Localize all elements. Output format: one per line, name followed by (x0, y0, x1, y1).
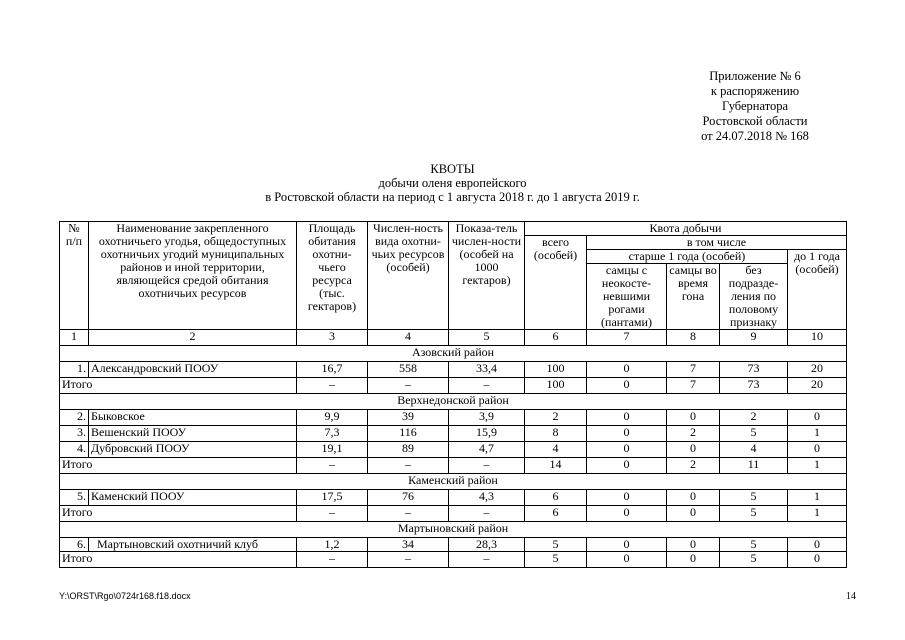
cell-males-antlers: 0 (587, 378, 667, 394)
cell-population: 558 (368, 362, 449, 378)
header-population: Числен-ность вида охотни-чьих ресурсов (особей) (368, 222, 449, 330)
col-number: 1 (60, 330, 89, 346)
cell-indicator: 3,9 (449, 410, 525, 426)
col-number: 2 (89, 330, 297, 346)
cell-males-rut: 0 (667, 410, 720, 426)
cell-males-rut: 2 (667, 426, 720, 442)
district-name: Верхнедонской район (60, 394, 847, 410)
total-label: Итого (60, 378, 297, 394)
cell-area: – (297, 552, 368, 568)
header-males-antlers: самцы с неокосте-невшими рогами (пантами) (587, 264, 667, 330)
cell-name: Быковское (89, 410, 297, 426)
col-number: 5 (449, 330, 525, 346)
cell-males-rut: 0 (667, 538, 720, 552)
cell-no-sex: 73 (720, 362, 788, 378)
cell-area: – (297, 506, 368, 522)
cell-males-antlers: 0 (587, 552, 667, 568)
cell-no-sex: 5 (720, 538, 788, 552)
cell-name: Каменский ПООУ (89, 490, 297, 506)
cell-indicator: 4,7 (449, 442, 525, 458)
cell-num: 1. (60, 362, 89, 378)
appendix-line: Губернатора (721, 99, 789, 113)
header-num: № п/п (60, 222, 89, 330)
cell-num: 2. (60, 410, 89, 426)
total-row (60, 506, 847, 522)
cell-males-rut: 7 (667, 378, 720, 394)
header-area: Площадь обитания охотни-чьего ресурса (тыс. гектаров) (297, 222, 368, 330)
cell-total: 14 (525, 458, 587, 474)
district-name: Азовский район (60, 346, 847, 362)
district-name: Мартыновский район (60, 522, 847, 538)
table-row (60, 442, 847, 458)
cell-indicator: – (449, 552, 525, 568)
total-label: Итого (60, 552, 297, 568)
cell-num: 3. (60, 426, 89, 442)
district-row (60, 394, 847, 410)
cell-males-rut: 2 (667, 458, 720, 474)
header-males-rut: самцы во время гона (667, 264, 720, 330)
table-row (60, 490, 847, 506)
cell-under1: 0 (788, 410, 847, 426)
cell-males-antlers: 0 (587, 362, 667, 378)
cell-indicator: 15,9 (449, 426, 525, 442)
header-no-sex: без подразде-ления по половому признаку (720, 264, 788, 330)
col-number: 4 (368, 330, 449, 346)
cell-num: 4. (60, 442, 89, 458)
cell-under1: 1 (788, 426, 847, 442)
cell-under1: 1 (788, 490, 847, 506)
total-row (60, 458, 847, 474)
cell-population: 34 (368, 538, 449, 552)
cell-area: – (297, 378, 368, 394)
table-row (60, 410, 847, 426)
file-path: Y:\ORST\Rgo\0724r168.f18.docx (59, 591, 191, 601)
cell-area: 7,3 (297, 426, 368, 442)
cell-under1: 0 (788, 552, 847, 568)
header-name: Наименование закрепленного охотничьего угодья, общедоступных охотничьих угодий муниципальных районов и иной территории, являющейся средой обитания охотничьих ресурсов (89, 222, 297, 330)
total-row (60, 378, 847, 394)
col-number: 3 (297, 330, 368, 346)
col-number: 10 (788, 330, 847, 346)
cell-area: – (297, 458, 368, 474)
total-label: Итого (60, 458, 297, 474)
cell-population: 89 (368, 442, 449, 458)
cell-no-sex: 4 (720, 442, 788, 458)
cell-indicator: – (449, 378, 525, 394)
cell-males-antlers: 0 (587, 426, 667, 442)
table-row (60, 426, 847, 442)
cell-under1: 0 (788, 442, 847, 458)
cell-population: 76 (368, 490, 449, 506)
cell-males-rut: 0 (667, 442, 720, 458)
quota-table (59, 221, 847, 568)
cell-indicator: – (449, 458, 525, 474)
cell-males-antlers: 0 (587, 490, 667, 506)
cell-males-antlers: 0 (587, 442, 667, 458)
cell-total: 6 (525, 506, 587, 522)
total-row (60, 552, 847, 568)
appendix-line: Ростовской области (702, 114, 808, 128)
cell-no-sex: 2 (720, 410, 788, 426)
cell-males-antlers: 0 (587, 506, 667, 522)
cell-no-sex: 73 (720, 378, 788, 394)
cell-males-antlers: 0 (587, 410, 667, 426)
title-main: КВОТЫ (430, 162, 475, 176)
cell-indicator: 28,3 (449, 538, 525, 552)
cell-population: 39 (368, 410, 449, 426)
header-total: всего (особей) (525, 236, 587, 330)
cell-name: Мартыновский охотничий клуб (89, 538, 297, 552)
cell-males-antlers: 0 (587, 458, 667, 474)
cell-males-rut: 0 (667, 552, 720, 568)
cell-no-sex: 5 (720, 490, 788, 506)
col-number: 9 (720, 330, 788, 346)
cell-under1: 20 (788, 378, 847, 394)
col-number: 7 (587, 330, 667, 346)
cell-area: 16,7 (297, 362, 368, 378)
cell-no-sex: 11 (720, 458, 788, 474)
district-row (60, 346, 847, 362)
total-label: Итого (60, 506, 297, 522)
cell-num: 6. (60, 538, 89, 552)
cell-total: 2 (525, 410, 587, 426)
district-row (60, 522, 847, 538)
cell-population: – (368, 378, 449, 394)
header-row (60, 222, 847, 236)
header-indicator: Показа-тель числен-ности (особей на 1000 гектаров) (449, 222, 525, 330)
header-older: старше 1 года (особей) (587, 250, 788, 264)
cell-total: 5 (525, 538, 587, 552)
cell-population: – (368, 458, 449, 474)
cell-total: 100 (525, 378, 587, 394)
cell-total: 8 (525, 426, 587, 442)
col-number: 8 (667, 330, 720, 346)
cell-indicator: – (449, 506, 525, 522)
cell-males-rut: 0 (667, 506, 720, 522)
cell-indicator: 4,3 (449, 490, 525, 506)
cell-under1: 0 (788, 538, 847, 552)
cell-population: – (368, 506, 449, 522)
cell-no-sex: 5 (720, 426, 788, 442)
title-subtitle: добычи оленя европейского (378, 176, 527, 190)
col-number: 6 (525, 330, 587, 346)
cell-under1: 1 (788, 458, 847, 474)
table-row (60, 538, 847, 552)
cell-under1: 1 (788, 506, 847, 522)
column-numbers-row (60, 330, 847, 346)
appendix-block (640, 69, 870, 144)
cell-males-rut: 0 (667, 490, 720, 506)
cell-population: – (368, 552, 449, 568)
title-period: в Ростовской области на период с 1 августа 2018 г. до 1 августа 2019 г. (265, 190, 640, 204)
cell-area: 19,1 (297, 442, 368, 458)
appendix-line: к распоряжению (710, 84, 800, 98)
cell-name: Дубровский ПООУ (89, 442, 297, 458)
cell-area: 9,9 (297, 410, 368, 426)
appendix-line: Приложение № 6 (709, 69, 801, 83)
page-number: 14 (846, 591, 856, 602)
cell-total: 5 (525, 552, 587, 568)
cell-under1: 20 (788, 362, 847, 378)
appendix-line: от 24.07.2018 № 168 (701, 129, 809, 143)
cell-males-antlers: 0 (587, 538, 667, 552)
cell-area: 1,2 (297, 538, 368, 552)
cell-no-sex: 5 (720, 552, 788, 568)
district-name: Каменский район (60, 474, 847, 490)
header-quota: Квота добычи (525, 222, 847, 236)
cell-total: 4 (525, 442, 587, 458)
header-including: в том числе (587, 236, 847, 250)
document-title (0, 162, 905, 204)
cell-name: Вешенский ПООУ (89, 426, 297, 442)
cell-no-sex: 5 (720, 506, 788, 522)
cell-total: 6 (525, 490, 587, 506)
district-row (60, 474, 847, 490)
cell-population: 116 (368, 426, 449, 442)
cell-area: 17,5 (297, 490, 368, 506)
cell-males-rut: 7 (667, 362, 720, 378)
table-row (60, 362, 847, 378)
header-under1: до 1 года (особей) (788, 250, 847, 330)
cell-num: 5. (60, 490, 89, 506)
cell-indicator: 33,4 (449, 362, 525, 378)
cell-total: 100 (525, 362, 587, 378)
cell-name: Александровский ПООУ (89, 362, 297, 378)
